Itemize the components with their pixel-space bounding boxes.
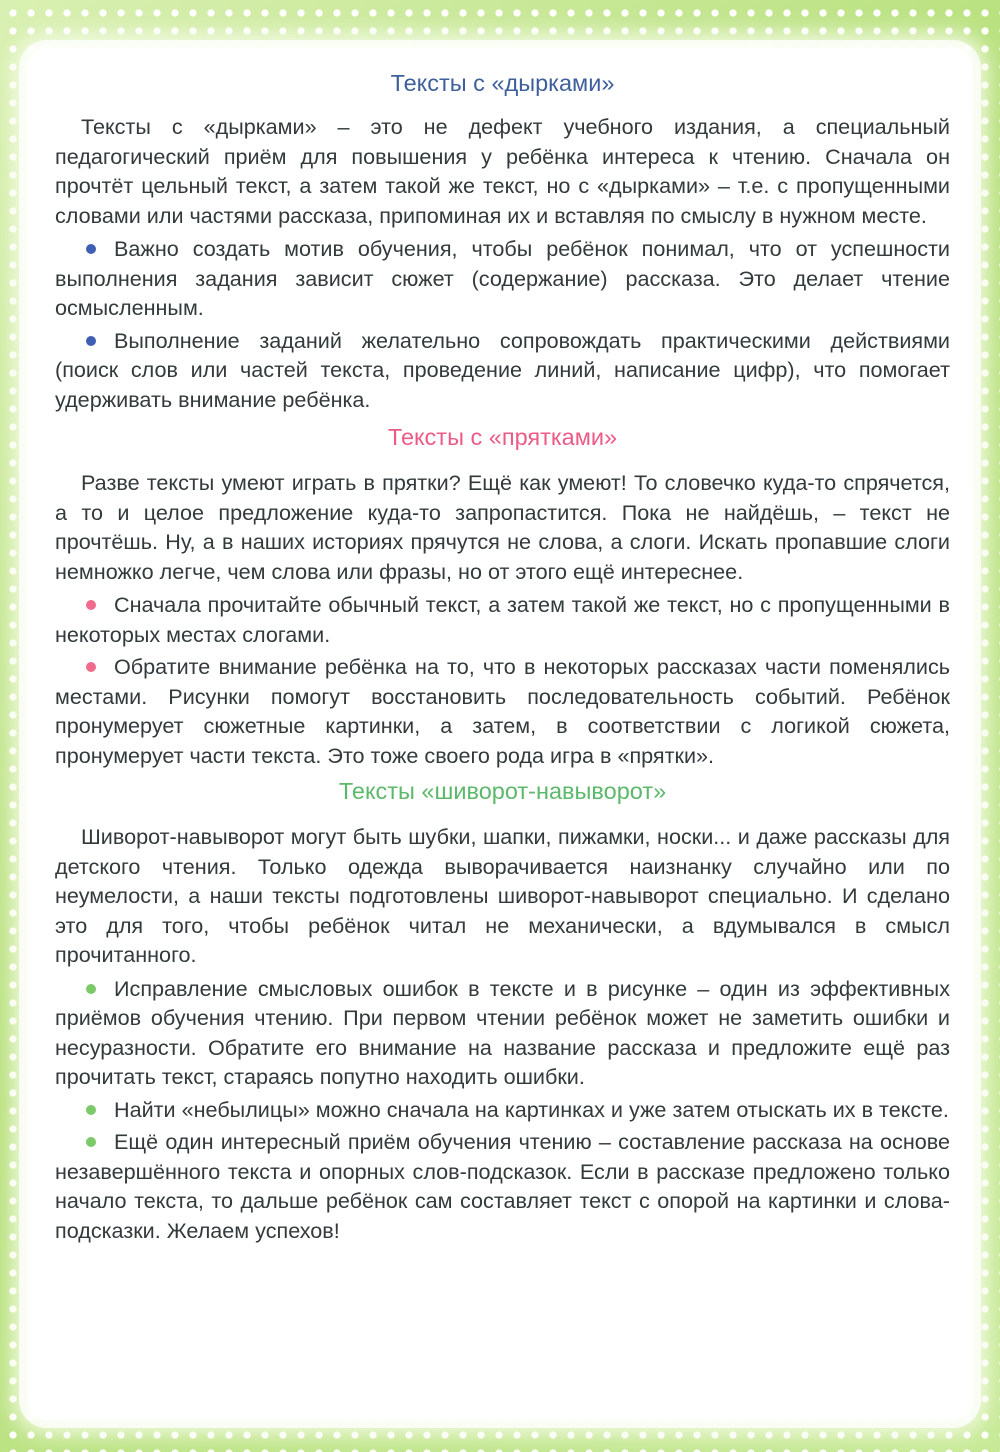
section-intro-hide-and-seek: Разве тексты умеют играть в прятки? Ещё как умеют! То словечко куда-то спрячется, а то и целое предложение куда-то запропастится. Пока не найдёшь, – текст не прочтёшь. Ну, а в наших историях прячутся не слова, а слоги. Искать пропавшие слоги немножко легче, чем слова или фразы, но от этого ещё интереснее. bbox=[55, 470, 950, 584]
list-item: Выполнение заданий желательно сопровождать практическими действиями (поиск слов или частей текста, проведение линий, написание цифр), что помогает удерживать внимание ребёнка. bbox=[55, 327, 950, 412]
bullet-dot-icon bbox=[86, 244, 96, 254]
bullet-dot-icon bbox=[86, 662, 96, 672]
section-intro-topsy-turvy: Шиворот-навыворот могут быть шубки, шапки, пижамки, носки... и даже рассказы для детского чтения. Только одежда выворачивается наизнанку случайно или по неумелости, а наши тексты подготовлены шиворот-навыворот специально. И сделано это для того, чтобы ребёнок читал не механически, а вдумывался в смысл прочитанного. bbox=[55, 824, 950, 967]
list-item: Обратите внимание ребёнка на то, что в некоторых рассказах части поменялись местами. Рисунки помогут восстановить последовательность событий. Ребёнок пронумерует сюжетные картинки, а затем, в соответствии с логикой сюжета, пронумерует части текста. Это тоже своего рода игра в «прятки». bbox=[55, 654, 950, 768]
bullet-dot-icon bbox=[86, 1137, 96, 1147]
page-content bbox=[27, 48, 973, 1420]
bullet-dot-icon bbox=[86, 336, 96, 346]
bullet-dot-icon bbox=[86, 600, 96, 610]
section-title-hide-and-seek: Тексты с «прятками» bbox=[387, 424, 618, 450]
section-title-topsy-turvy: Тексты «шиворот-навыворот» bbox=[338, 778, 667, 804]
list-item: Найти «небылицы» можно сначала на картинках и уже затем отыскать их в тексте. bbox=[55, 1095, 950, 1125]
list-item: Исправление смысловых ошибок в тексте и в рисунке – один из эффективных приёмов обучения чтению. При первом чтении ребёнок может не заметить ошибки и несуразности. Обратите его внимание на название рассказа и предложите ещё раз прочитать текст, стараясь попутно находить ошибки. bbox=[55, 975, 950, 1089]
list-item: Ещё один интересный приём обучения чтению – составление рассказа на основе незавершённого текста и опорных слов-подсказок. Если в рассказе предложено только начало текста, то дальше ребёнок сам составляет текст с опорой на картинки и слова-подсказки. Желаем успехов! bbox=[55, 1129, 950, 1243]
list-item: Важно создать мотив обучения, чтобы ребёнок понимал, что от успешности выполнения задания зависит сюжет (содержание) рассказа. Это делает чтение осмысленным. bbox=[55, 236, 950, 320]
bullet-dot-icon bbox=[86, 984, 96, 994]
list-item: Сначала прочитайте обычный текст, а затем такой же текст, но с пропущенными в некоторых местах слогами. bbox=[55, 592, 950, 647]
section-title-holes: Тексты с «дырками» bbox=[390, 70, 615, 96]
bullet-dot-icon bbox=[86, 1105, 96, 1115]
section-intro-holes: Тексты с «дырками» – это не дефект учебного издания, а специальный педагогический приём для повышения у ребёнка интереса к чтению. Сначала он прочтёт цельный текст, а затем такой же текст, но с «дырками» – т.е. с пропущенными словами или частями рассказа, припоминая их и вставляя по смыслу в нужном месте. bbox=[55, 114, 950, 228]
